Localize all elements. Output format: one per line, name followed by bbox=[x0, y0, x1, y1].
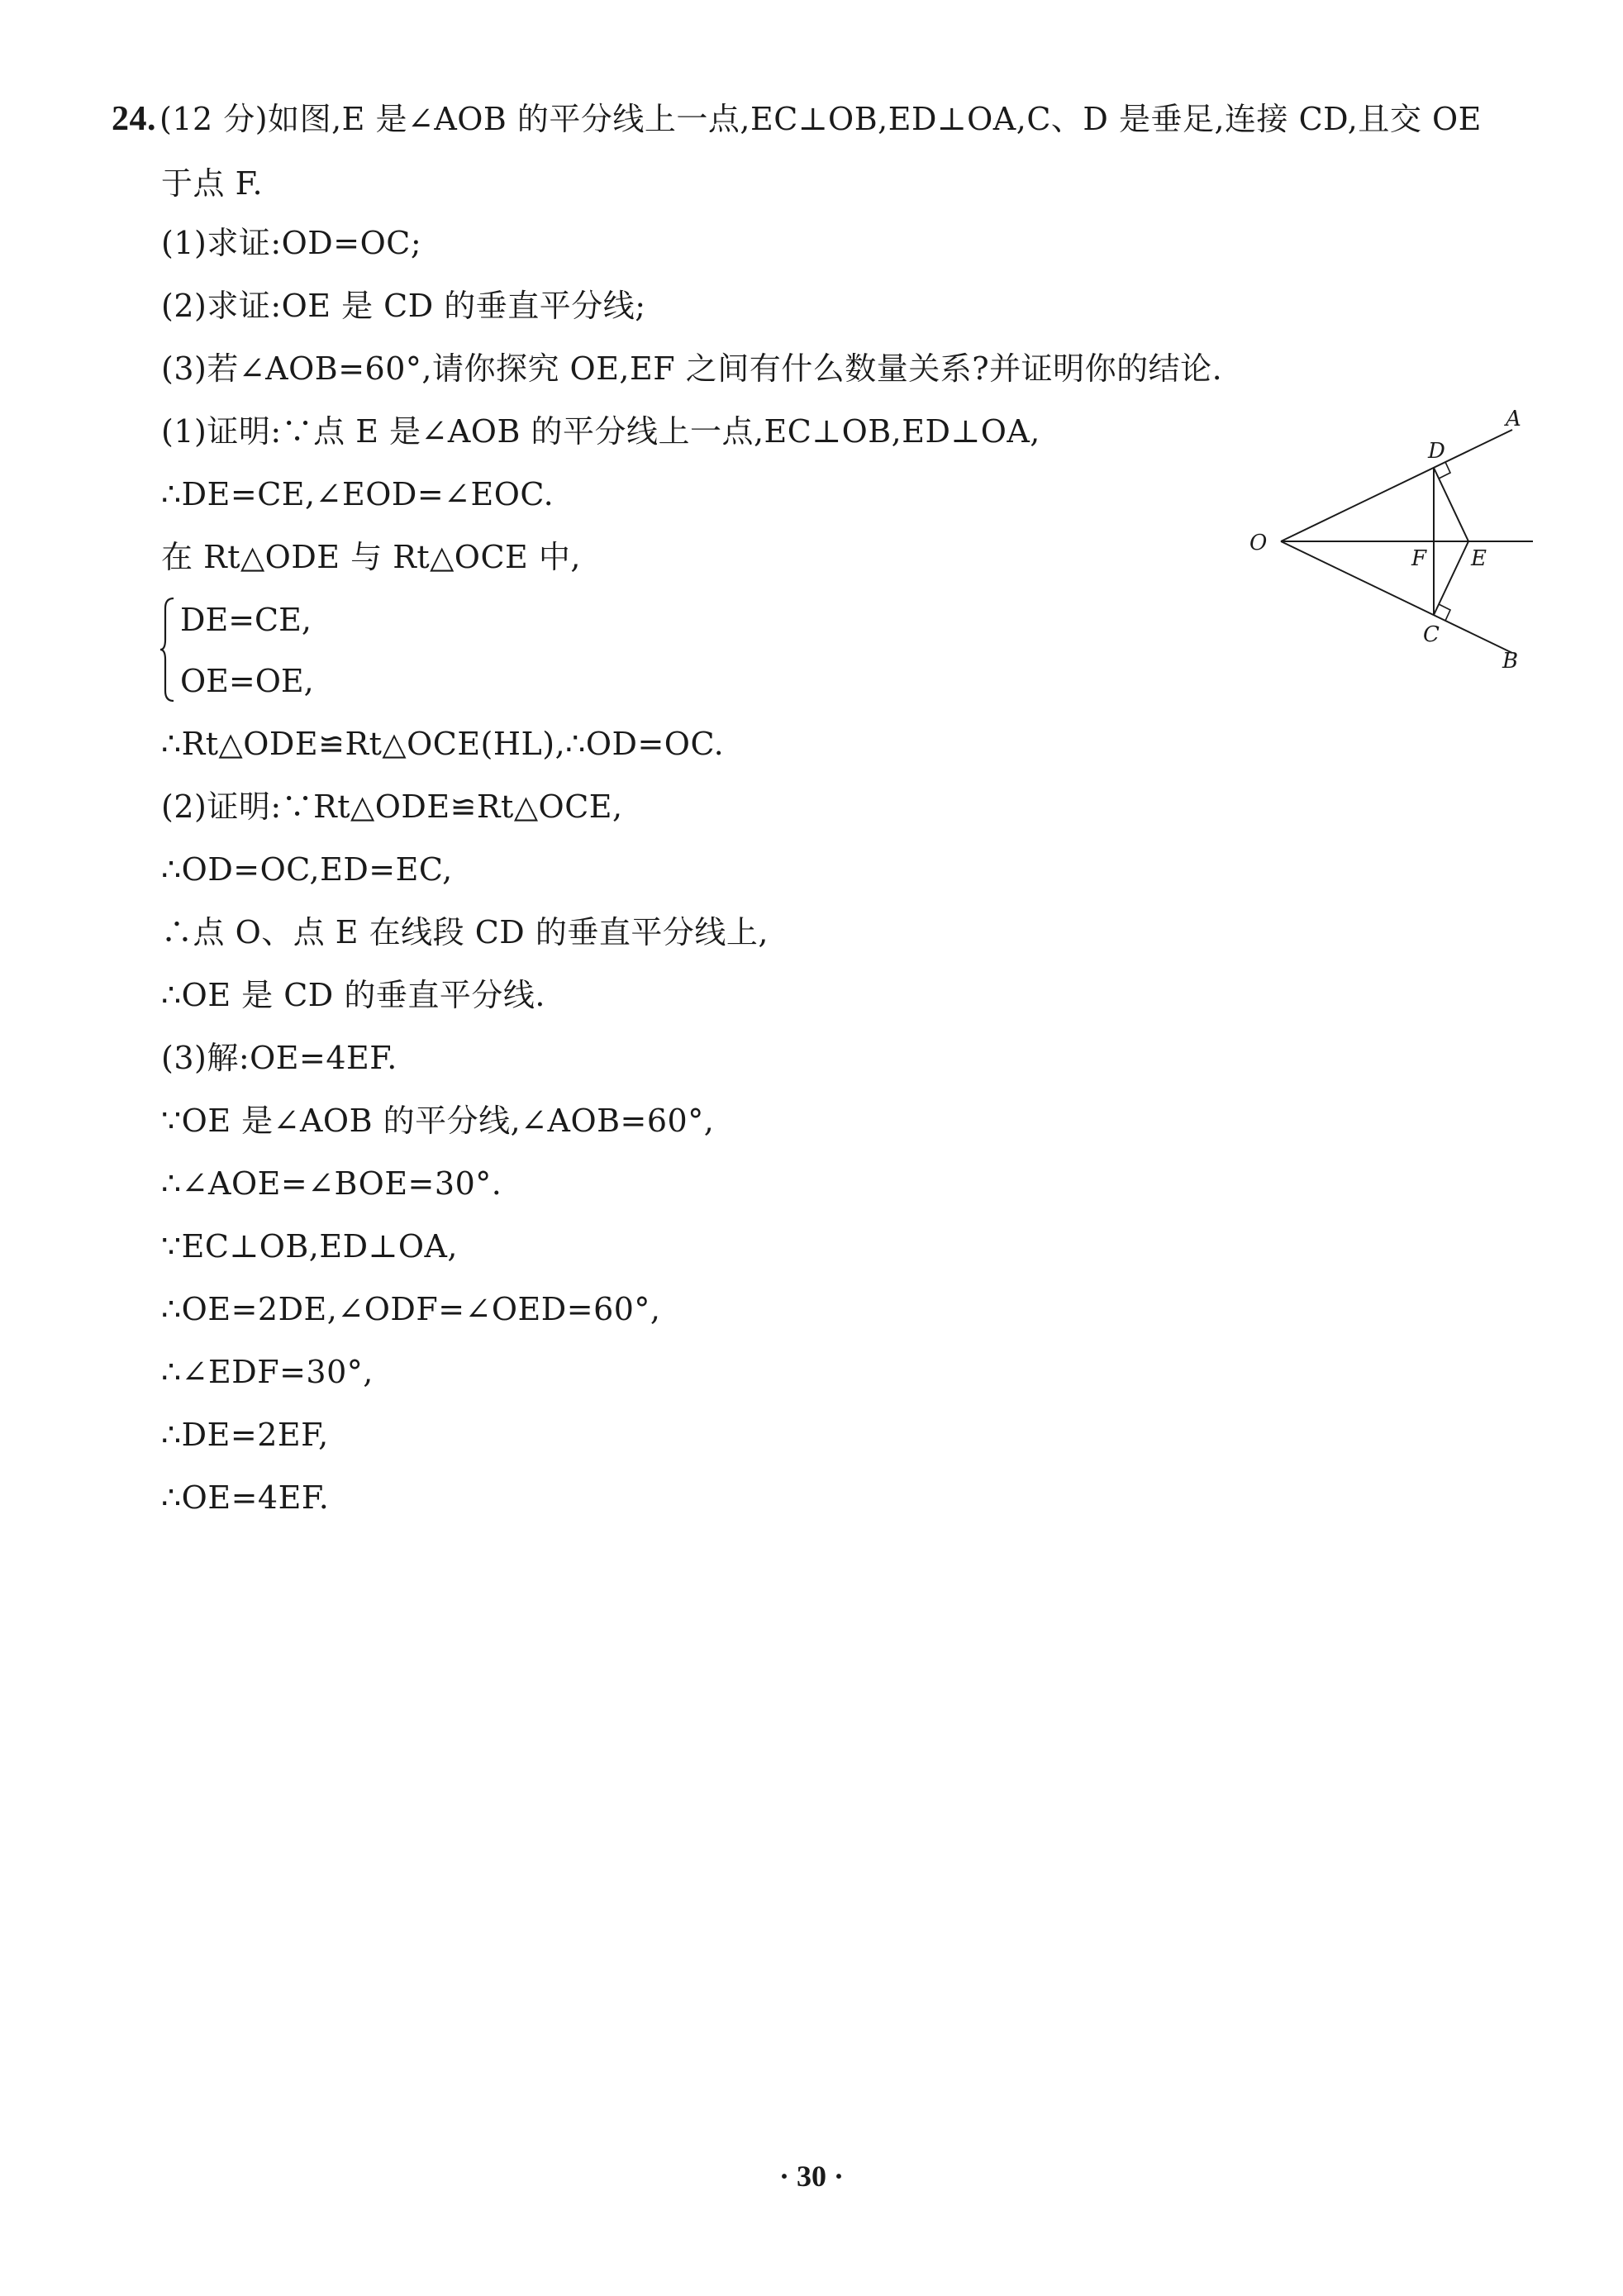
solution-3-line-3: ∴∠AOE=∠BOE=30°. bbox=[161, 1165, 502, 1202]
question-part-1: (1)求证:OD=OC; bbox=[161, 225, 422, 261]
equation-system-brace bbox=[159, 597, 177, 703]
label-e: E bbox=[1471, 546, 1487, 571]
solution-3-line-4: ∵EC⊥OB,ED⊥OA, bbox=[161, 1228, 459, 1265]
solution-3-line-5: ∴OE=2DE,∠ODF=∠OED=60°, bbox=[161, 1291, 661, 1327]
label-f: F bbox=[1411, 546, 1427, 571]
page-number: · 30 · bbox=[778, 2160, 844, 2193]
question-part-3: (3)若∠AOB=60°,请你探究 OE,EF 之间有什么数量关系?并证明你的结论. bbox=[161, 350, 1223, 387]
solution-1-line-3: 在 Rt△ODE 与 Rt△OCE 中, bbox=[161, 539, 581, 575]
label-a: A bbox=[1506, 407, 1521, 431]
solution-2-line-3: ∴点 O、点 E 在线段 CD 的垂直平分线上, bbox=[161, 914, 769, 950]
equation-system-line-1: DE=CE, bbox=[180, 602, 312, 638]
label-b: B bbox=[1502, 649, 1519, 674]
geometry-figure bbox=[1240, 405, 1554, 678]
solution-1-line-1: (1)证明:∵点 E 是∠AOB 的平分线上一点,EC⊥OB,ED⊥OA, bbox=[161, 413, 1040, 450]
geometry-diagram bbox=[1240, 405, 1554, 678]
solution-2-line-2: ∴OD=OC,ED=EC, bbox=[161, 851, 453, 888]
question-part-2: (2)求证:OE 是 CD 的垂直平分线; bbox=[161, 288, 646, 324]
solution-3-line-6: ∴∠EDF=30°, bbox=[161, 1354, 374, 1390]
question-line-1 bbox=[112, 98, 1482, 141]
solution-3-line-7: ∴DE=2EF, bbox=[161, 1417, 329, 1453]
label-d: D bbox=[1428, 439, 1445, 464]
solution-1-line-4: ∴Rt△ODE≌Rt△OCE(HL),∴OD=OC. bbox=[161, 726, 725, 762]
question-number: 24. bbox=[112, 100, 156, 138]
question-text-line-1: (12 分)如图,E 是∠AOB 的平分线上一点,EC⊥OB,ED⊥OA,C、D 是垂足,连接 CD,且交 OE bbox=[159, 101, 1482, 137]
equation-system-line-2: OE=OE, bbox=[180, 663, 314, 699]
solution-3-line-1: (3)解:OE=4EF. bbox=[161, 1040, 397, 1076]
solution-2-line-4: ∴OE 是 CD 的垂直平分线. bbox=[161, 977, 545, 1013]
label-o: O bbox=[1249, 531, 1268, 555]
solution-3-line-2: ∵OE 是∠AOB 的平分线,∠AOB=60°, bbox=[161, 1103, 715, 1139]
solution-1-line-2: ∴DE=CE,∠EOD=∠EOC. bbox=[161, 476, 554, 512]
question-line-2: 于点 F. bbox=[161, 165, 264, 202]
ray-oa bbox=[1281, 430, 1512, 541]
solution-3-line-8: ∴OE=4EF. bbox=[161, 1479, 330, 1516]
solution-2-line-1: (2)证明:∵Rt△ODE≌Rt△OCE, bbox=[161, 788, 623, 825]
label-c: C bbox=[1423, 622, 1440, 647]
